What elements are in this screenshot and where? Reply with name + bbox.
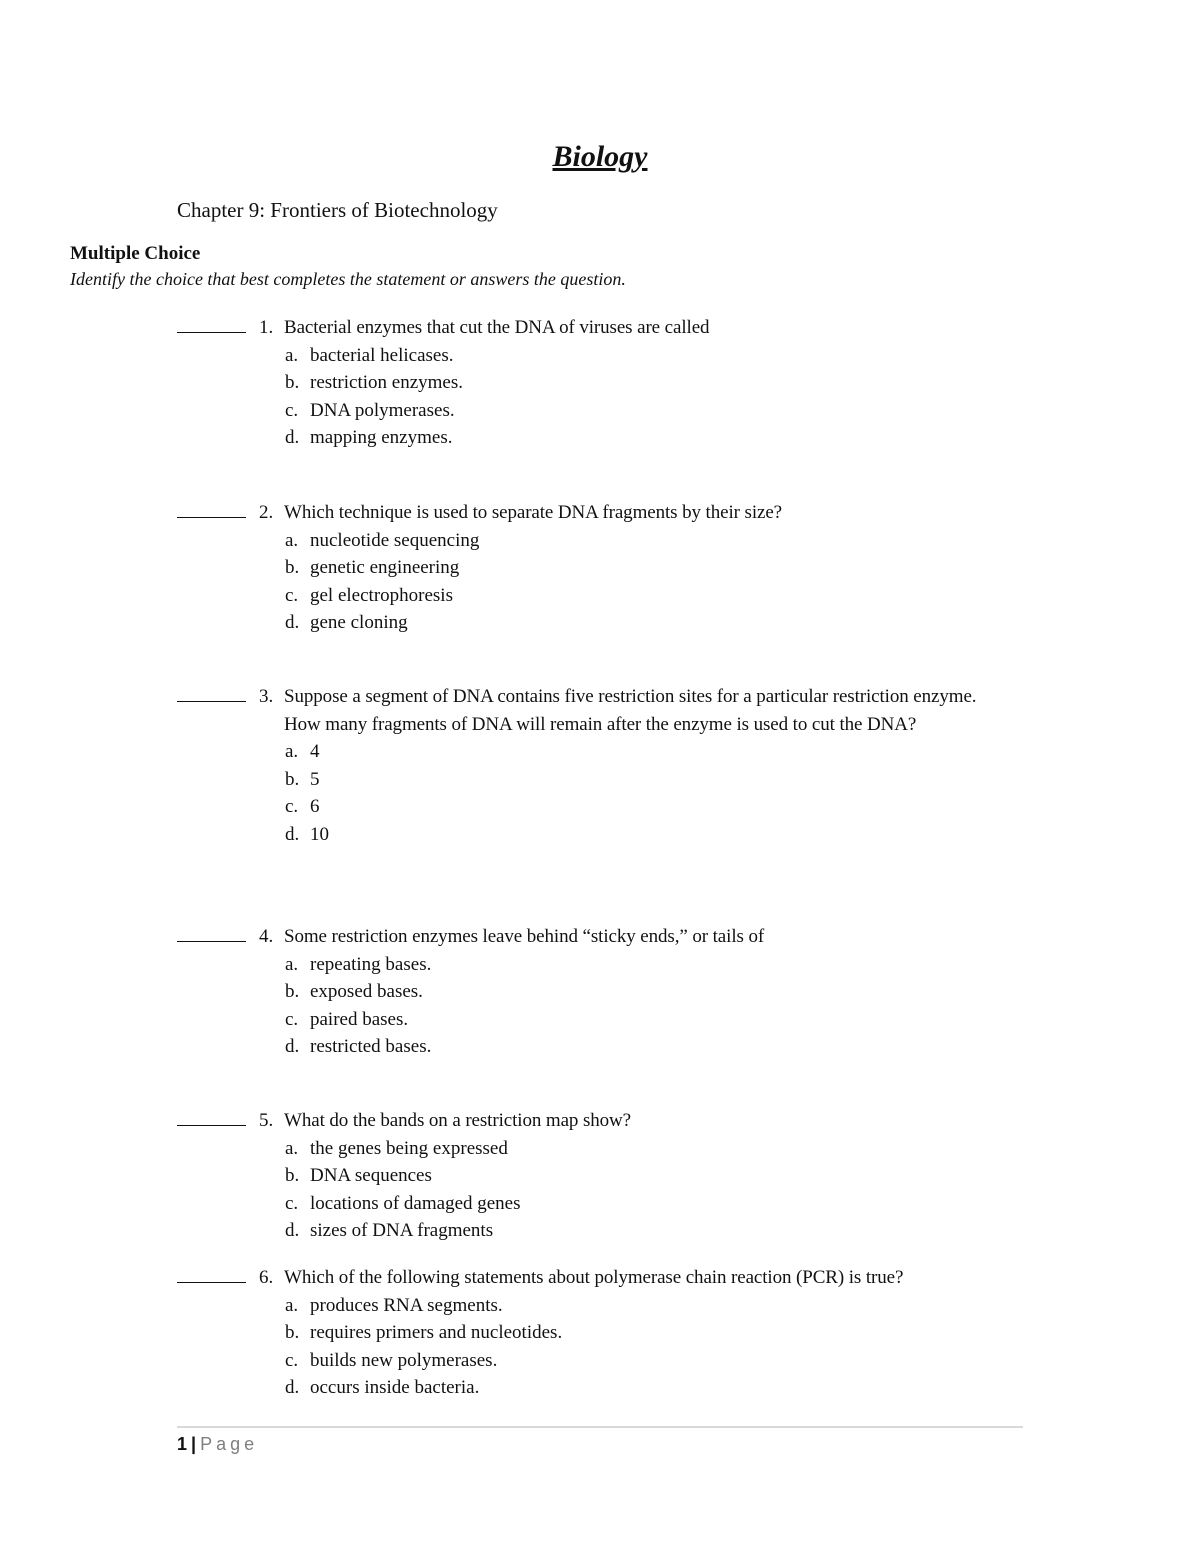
answer-blank[interactable] xyxy=(177,332,246,333)
choice-letter: d. xyxy=(285,427,300,448)
choice-letter: d. xyxy=(285,1377,300,1398)
choice-letter: c. xyxy=(285,584,299,606)
question-3 xyxy=(177,683,1037,848)
choice-text: paired bases. xyxy=(310,1008,409,1030)
document-title: Biology xyxy=(552,140,648,173)
answer-blank[interactable] xyxy=(177,941,246,942)
choice-text: restriction enzymes. xyxy=(310,372,464,393)
choice xyxy=(285,1135,1037,1163)
question-text: Suppose a segment of DNA contains five restriction sites for a particular restriction enzyme. How many fragments of DNA will remain after the enzyme is used to cut the DNA? xyxy=(284,686,977,735)
choice-text: produces RNA segments. xyxy=(310,1294,503,1316)
question-1 xyxy=(177,314,1037,452)
choice-letter: d. xyxy=(285,612,300,633)
choice xyxy=(285,1347,1037,1375)
choice-text: builds new polymerases. xyxy=(310,1349,498,1371)
choice-letter: c. xyxy=(285,1192,299,1214)
choice-letter: d. xyxy=(285,1036,300,1057)
choice xyxy=(285,342,1037,370)
choice-text: gene cloning xyxy=(310,612,408,633)
choice xyxy=(285,554,1037,582)
choice-letter: b. xyxy=(285,768,300,790)
choice-text: 6 xyxy=(310,796,320,817)
answer-blank[interactable] xyxy=(177,1282,246,1283)
choice-letter: b. xyxy=(285,1165,300,1186)
question-number: 2. xyxy=(259,502,274,523)
choice-text: the genes being expressed xyxy=(310,1137,508,1159)
question-4 xyxy=(177,923,1037,1061)
choice-text: occurs inside bacteria. xyxy=(310,1377,480,1398)
question-text: Some restriction enzymes leave behind “sticky ends,” or tails of xyxy=(284,926,765,947)
choice xyxy=(285,1033,1037,1061)
choice-text: locations of damaged genes xyxy=(310,1192,521,1214)
choice xyxy=(285,1292,1037,1320)
question-number: 5. xyxy=(259,1110,274,1131)
choice-letter: c. xyxy=(285,1008,299,1030)
choice-letter: a. xyxy=(285,529,299,551)
choice-text: exposed bases. xyxy=(310,981,423,1002)
choice xyxy=(285,369,1037,397)
choice-letter: c. xyxy=(285,796,299,817)
question-text: Which of the following statements about polymerase chain reaction (PCR) is true? xyxy=(284,1267,904,1288)
question-number: 3. xyxy=(259,686,274,707)
choice xyxy=(285,821,1037,849)
choice-letter: a. xyxy=(285,1294,299,1316)
answer-blank[interactable] xyxy=(177,701,246,702)
choice-text: gel electrophoresis xyxy=(310,584,453,606)
choice xyxy=(285,582,1037,610)
choice-letter: c. xyxy=(285,399,299,421)
choice-letter: d. xyxy=(285,823,300,845)
choice-text: nucleotide sequencing xyxy=(310,529,480,551)
choice-text: mapping enzymes. xyxy=(310,427,453,448)
choice xyxy=(285,1374,1037,1402)
choice xyxy=(285,1162,1037,1190)
choice xyxy=(285,527,1037,555)
section-heading: Multiple Choice xyxy=(70,243,201,264)
page-number: 1 xyxy=(177,1434,188,1454)
choice-letter: a. xyxy=(285,344,299,366)
choice xyxy=(285,424,1037,452)
choice-text: requires primers and nucleotides. xyxy=(310,1322,563,1343)
choice-letter: a. xyxy=(285,1137,299,1159)
question-number: 4. xyxy=(259,926,274,947)
page-footer xyxy=(177,1434,258,1455)
choice-text: DNA sequences xyxy=(310,1165,432,1186)
choice-letter: c. xyxy=(285,1349,299,1371)
choice-text: 4 xyxy=(310,741,320,762)
choice xyxy=(285,978,1037,1006)
question-2 xyxy=(177,499,1037,637)
choice xyxy=(285,1217,1037,1245)
choice-text: bacterial helicases. xyxy=(310,344,454,366)
choice xyxy=(285,397,1037,425)
choice xyxy=(285,1319,1037,1347)
question-text: What do the bands on a restriction map show? xyxy=(284,1110,632,1131)
choice-text: repeating bases. xyxy=(310,953,432,975)
choice-text: DNA polymerases. xyxy=(310,399,455,421)
choice-letter: b. xyxy=(285,1322,300,1343)
choice-text: genetic engineering xyxy=(310,557,460,578)
question-number: 6. xyxy=(259,1267,274,1288)
question-6 xyxy=(177,1264,1037,1402)
choice-text: 10 xyxy=(310,823,329,845)
question-5 xyxy=(177,1107,1037,1245)
choice xyxy=(285,1190,1037,1218)
choice-letter: d. xyxy=(285,1220,300,1241)
question-text: Which technique is used to separate DNA fragments by their size? xyxy=(284,502,782,523)
answer-blank[interactable] xyxy=(177,517,246,518)
page-label: Page xyxy=(200,1434,259,1454)
question-text: Bacterial enzymes that cut the DNA of viruses are called xyxy=(284,317,710,338)
chapter-heading: Chapter 9: Frontiers of Biotechnology xyxy=(177,198,498,222)
instructions: Identify the choice that best completes the statement or answers the question. xyxy=(70,269,626,289)
choice xyxy=(285,609,1037,637)
choice xyxy=(285,766,1037,794)
choice xyxy=(285,793,1037,821)
question-number: 1. xyxy=(259,317,274,338)
choice-text: sizes of DNA fragments xyxy=(310,1220,494,1241)
choice xyxy=(285,738,1037,766)
choice-letter: a. xyxy=(285,741,299,762)
footer-divider xyxy=(177,1426,1023,1428)
choice xyxy=(285,951,1037,979)
answer-blank[interactable] xyxy=(177,1125,246,1126)
choice-text: restricted bases. xyxy=(310,1036,432,1057)
choice xyxy=(285,1006,1037,1034)
choice-letter: b. xyxy=(285,372,300,393)
choice-letter: b. xyxy=(285,557,300,578)
choice-text: 5 xyxy=(310,768,320,790)
footer-separator: | xyxy=(191,1434,197,1454)
choice-letter: b. xyxy=(285,981,300,1002)
choice-letter: a. xyxy=(285,953,299,975)
